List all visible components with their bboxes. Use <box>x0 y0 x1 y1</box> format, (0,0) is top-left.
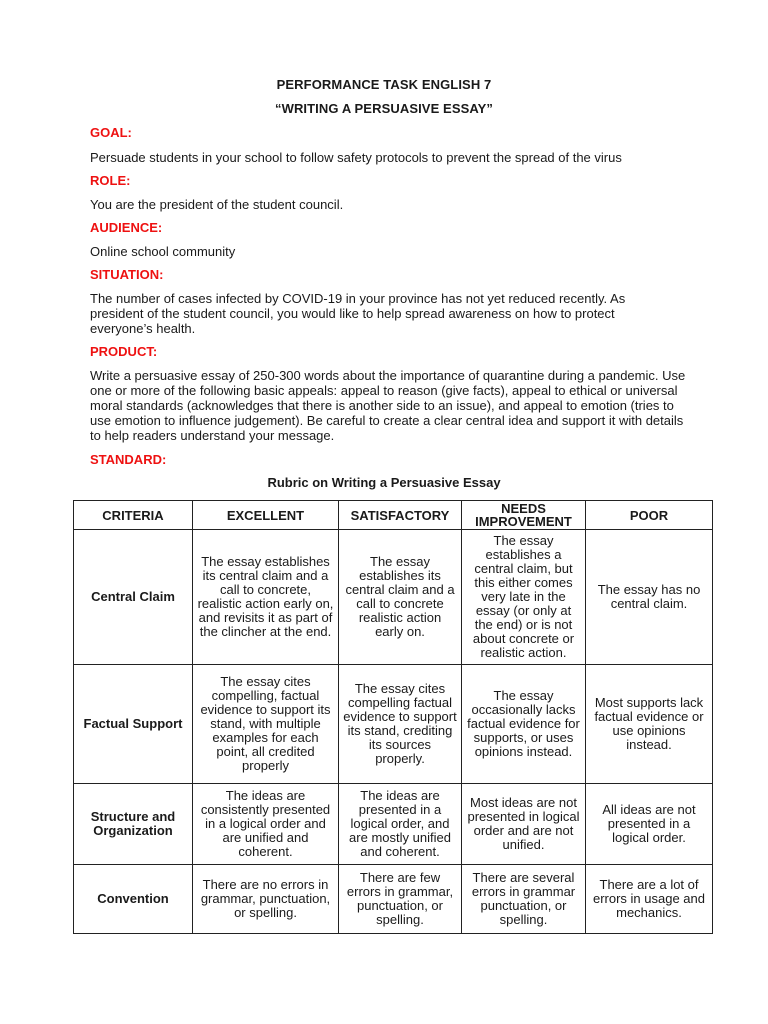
product-text: Write a persuasive essay of 250-300 words about the importance of quarantine during a pandemic. Use one or more of the following basic appeals: appeal to reason (give facts), appeal to ethical or universal moral standards (acknowledges that there is another side to an issue), and appeal to emotion (tries to use emotion to influence judgement). Be careful to create a clear central idea and support it with details to help readers understand your message. <box>90 368 686 443</box>
document-title: PERFORMANCE TASK ENGLISH 7 <box>276 77 492 92</box>
poor-cell: Most supports lack factual evidence or use opinions instead. <box>586 665 713 784</box>
excellent-cell: The essay establishes its central claim and a call to concrete, realistic action early on, and revisits it as part of the clincher at the end. <box>193 530 339 665</box>
poor-cell: The essay has no central claim. <box>586 530 713 665</box>
role-text: You are the president of the student council. <box>90 197 344 212</box>
product-label: PRODUCT: <box>90 344 158 359</box>
role-label: ROLE: <box>90 173 131 188</box>
situation-text: The number of cases infected by COVID-19 in your province has not yet reduced recently. As president of the student council, you would like to help spread awareness on how to protect everyone’s health. <box>90 291 626 336</box>
table-row <box>74 665 713 784</box>
standard-label: STANDARD: <box>90 452 167 467</box>
table-row <box>74 784 713 865</box>
rubric-header-row <box>74 501 713 530</box>
header-satisfactory: SATISFACTORY <box>339 501 462 530</box>
needs-improvement-cell: The essay occasionally lacks factual evidence for supports, or uses opinions instead. <box>462 665 586 784</box>
needs-improvement-cell: There are several errors in grammar punctuation, or spelling. <box>462 865 586 934</box>
needs-improvement-cell: The essay establishes a central claim, but this either comes very late in the essay (or only at the end) or is not about concrete or realistic action. <box>462 530 586 665</box>
goal-text: Persuade students in your school to follow safety protocols to prevent the spread of the virus <box>90 150 622 165</box>
satisfactory-cell: There are few errors in grammar, punctuation, or spelling. <box>339 865 462 934</box>
audience-label: AUDIENCE: <box>90 220 163 235</box>
criteria-cell: Convention <box>74 865 193 934</box>
header-excellent: EXCELLENT <box>193 501 339 530</box>
header-criteria: CRITERIA <box>74 501 193 530</box>
poor-cell: There are a lot of errors in usage and mechanics. <box>586 865 713 934</box>
satisfactory-cell: The essay cites compelling factual evidence to support its stand, crediting its sources properly. <box>339 665 462 784</box>
situation-label: SITUATION: <box>90 267 164 282</box>
audience-text: Online school community <box>90 244 236 259</box>
satisfactory-cell: The essay establishes its central claim and a call to concrete realistic action early on. <box>339 530 462 665</box>
rubric-title: Rubric on Writing a Persuasive Essay <box>267 475 501 490</box>
rubric-table <box>73 500 713 934</box>
criteria-cell: Central Claim <box>74 530 193 665</box>
needs-improvement-cell: Most ideas are not presented in logical order and are not unified. <box>462 784 586 865</box>
document-subtitle: “WRITING A PERSUASIVE ESSAY” <box>274 101 494 116</box>
table-row <box>74 530 713 665</box>
criteria-cell: Structure and Organization <box>74 784 193 865</box>
excellent-cell: There are no errors in grammar, punctuation, or spelling. <box>193 865 339 934</box>
poor-cell: All ideas are not presented in a logical order. <box>586 784 713 865</box>
goal-label: GOAL: <box>90 125 132 140</box>
criteria-cell: Factual Support <box>74 665 193 784</box>
excellent-cell: The ideas are consistently presented in a logical order and are unified and coherent. <box>193 784 339 865</box>
header-needs-improvement: NEEDS IMPROVEMENT <box>462 501 586 530</box>
header-poor: POOR <box>586 501 713 530</box>
table-row <box>74 865 713 934</box>
excellent-cell: The essay cites compelling, factual evidence to support its stand, with multiple examples for each point, all credited properly <box>193 665 339 784</box>
satisfactory-cell: The ideas are presented in a logical order, and are mostly unified and coherent. <box>339 784 462 865</box>
